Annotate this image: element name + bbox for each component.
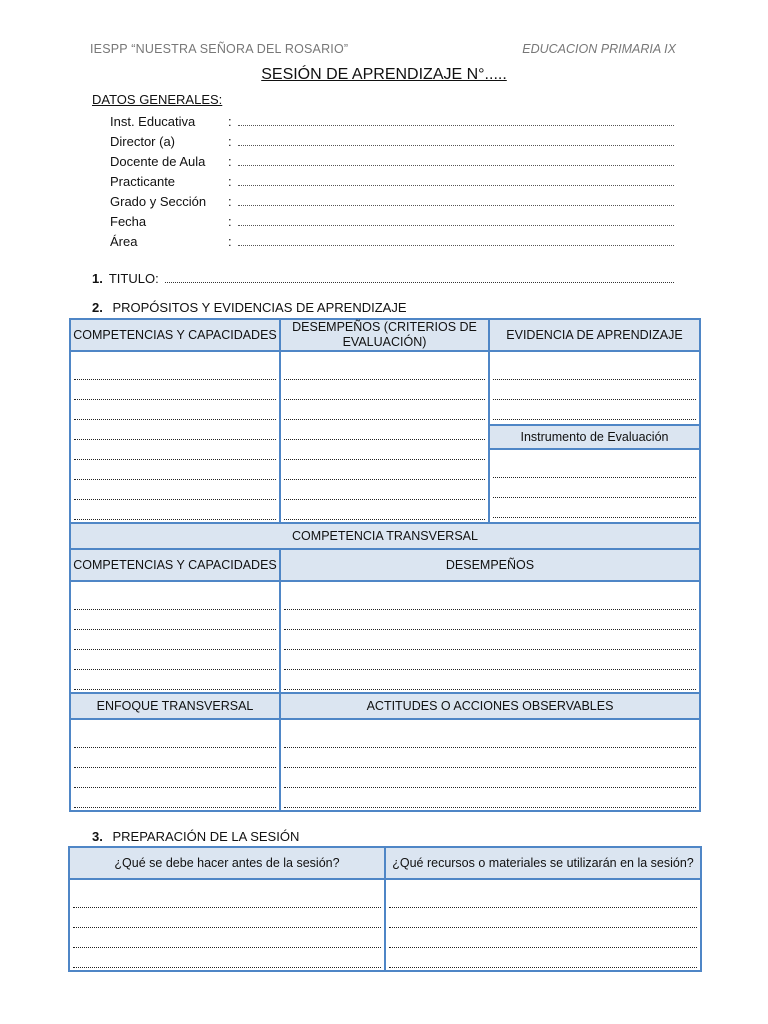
field-label: Docente de Aula — [110, 154, 206, 169]
field-label: Practicante — [110, 174, 176, 189]
header-competencias: COMPETENCIAS Y CAPACIDADES — [70, 319, 280, 351]
fill-line[interactable] — [238, 155, 674, 166]
section-propositos — [92, 300, 407, 315]
fill-lines — [281, 720, 699, 808]
section-label: TITULO: — [108, 271, 159, 286]
header-competencias-2: COMPETENCIAS Y CAPACIDADES — [70, 549, 280, 581]
field-practicante — [110, 174, 674, 194]
field-separator: : — [228, 154, 232, 169]
fill-lines — [386, 880, 700, 968]
fill-line[interactable] — [238, 235, 674, 246]
fill-lines — [281, 352, 488, 520]
field-separator: : — [228, 194, 232, 209]
field-grado-seccion — [110, 194, 674, 214]
fill-lines — [71, 582, 279, 690]
field-area — [110, 234, 674, 254]
section-number: 1. — [92, 271, 103, 286]
fill-line[interactable] — [238, 195, 674, 206]
fill-line[interactable] — [238, 115, 674, 126]
header-desempenos: DESEMPEÑOS (CRITERIOS DE EVALUACIÓN) — [280, 319, 489, 351]
fill-lines — [71, 720, 279, 808]
field-docente — [110, 154, 674, 174]
field-label: Inst. Educativa — [110, 114, 196, 129]
field-label: Área — [110, 234, 138, 249]
field-separator: : — [228, 134, 232, 149]
datos-generales-heading: DATOS GENERALES: — [92, 92, 223, 107]
field-label: Grado y Sección — [110, 194, 207, 209]
enfoque-cell[interactable] — [70, 719, 280, 811]
header-evidencia: EVIDENCIA DE APRENDIZAJE — [489, 319, 700, 351]
evidencia-cell[interactable] — [489, 351, 700, 425]
header-actitudes: ACTITUDES O ACCIONES OBSERVABLES — [280, 693, 700, 719]
desempenos-2-cell[interactable] — [280, 581, 700, 693]
fill-lines — [70, 880, 384, 968]
section-preparacion — [92, 829, 299, 844]
competencias-2-cell[interactable] — [70, 581, 280, 693]
section-label: PROPÓSITOS Y EVIDENCIAS DE APRENDIZAJE — [112, 300, 407, 315]
header-enfoque: ENFOQUE TRANSVERSAL — [70, 693, 280, 719]
fill-line[interactable] — [238, 135, 674, 146]
field-inst-educativa — [110, 114, 674, 134]
fill-lines — [490, 450, 699, 518]
page-title: SESIÓN DE APRENDIZAJE N°..... — [261, 66, 507, 83]
field-separator: : — [228, 114, 232, 129]
field-fecha — [110, 214, 674, 234]
header-antes: ¿Qué se debe hacer antes de la sesión? — [69, 847, 385, 879]
header-instrumento: Instrumento de Evaluación — [489, 425, 700, 449]
field-label: Director (a) — [110, 134, 176, 149]
competencias-cell[interactable] — [70, 351, 280, 523]
desempenos-cell[interactable] — [280, 351, 489, 523]
header-recursos: ¿Qué recursos o materiales se utilizarán en la sesión? — [385, 847, 701, 879]
header-competencia-transversal: COMPETENCIA TRANSVERSAL — [70, 523, 700, 549]
fill-lines — [281, 582, 699, 690]
fill-lines — [490, 352, 699, 420]
fill-line[interactable] — [238, 215, 674, 226]
section-titulo — [92, 271, 674, 286]
preparacion-table — [68, 846, 702, 972]
titulo-fill-line[interactable] — [165, 272, 674, 283]
antes-cell[interactable] — [69, 879, 385, 971]
field-separator: : — [228, 174, 232, 189]
section-label: PREPARACIÓN DE LA SESIÓN — [112, 829, 300, 844]
recursos-cell[interactable] — [385, 879, 701, 971]
section-number: 2. — [92, 300, 103, 315]
field-separator: : — [228, 214, 232, 229]
header-desempenos-2: DESEMPEÑOS — [280, 549, 700, 581]
institute-name: IESPP “NUESTRA SEÑORA DEL ROSARIO” — [90, 42, 349, 56]
section-number: 3. — [92, 829, 103, 844]
fill-line[interactable] — [238, 175, 674, 186]
propositos-table — [69, 318, 701, 812]
field-label: Fecha — [110, 214, 147, 229]
datos-generales-list — [110, 114, 674, 254]
field-separator: : — [228, 234, 232, 249]
fill-lines — [71, 352, 279, 520]
instrumento-cell[interactable] — [489, 449, 700, 523]
program-name: EDUCACION PRIMARIA IX — [522, 42, 676, 56]
actitudes-cell[interactable] — [280, 719, 700, 811]
field-director — [110, 134, 674, 154]
